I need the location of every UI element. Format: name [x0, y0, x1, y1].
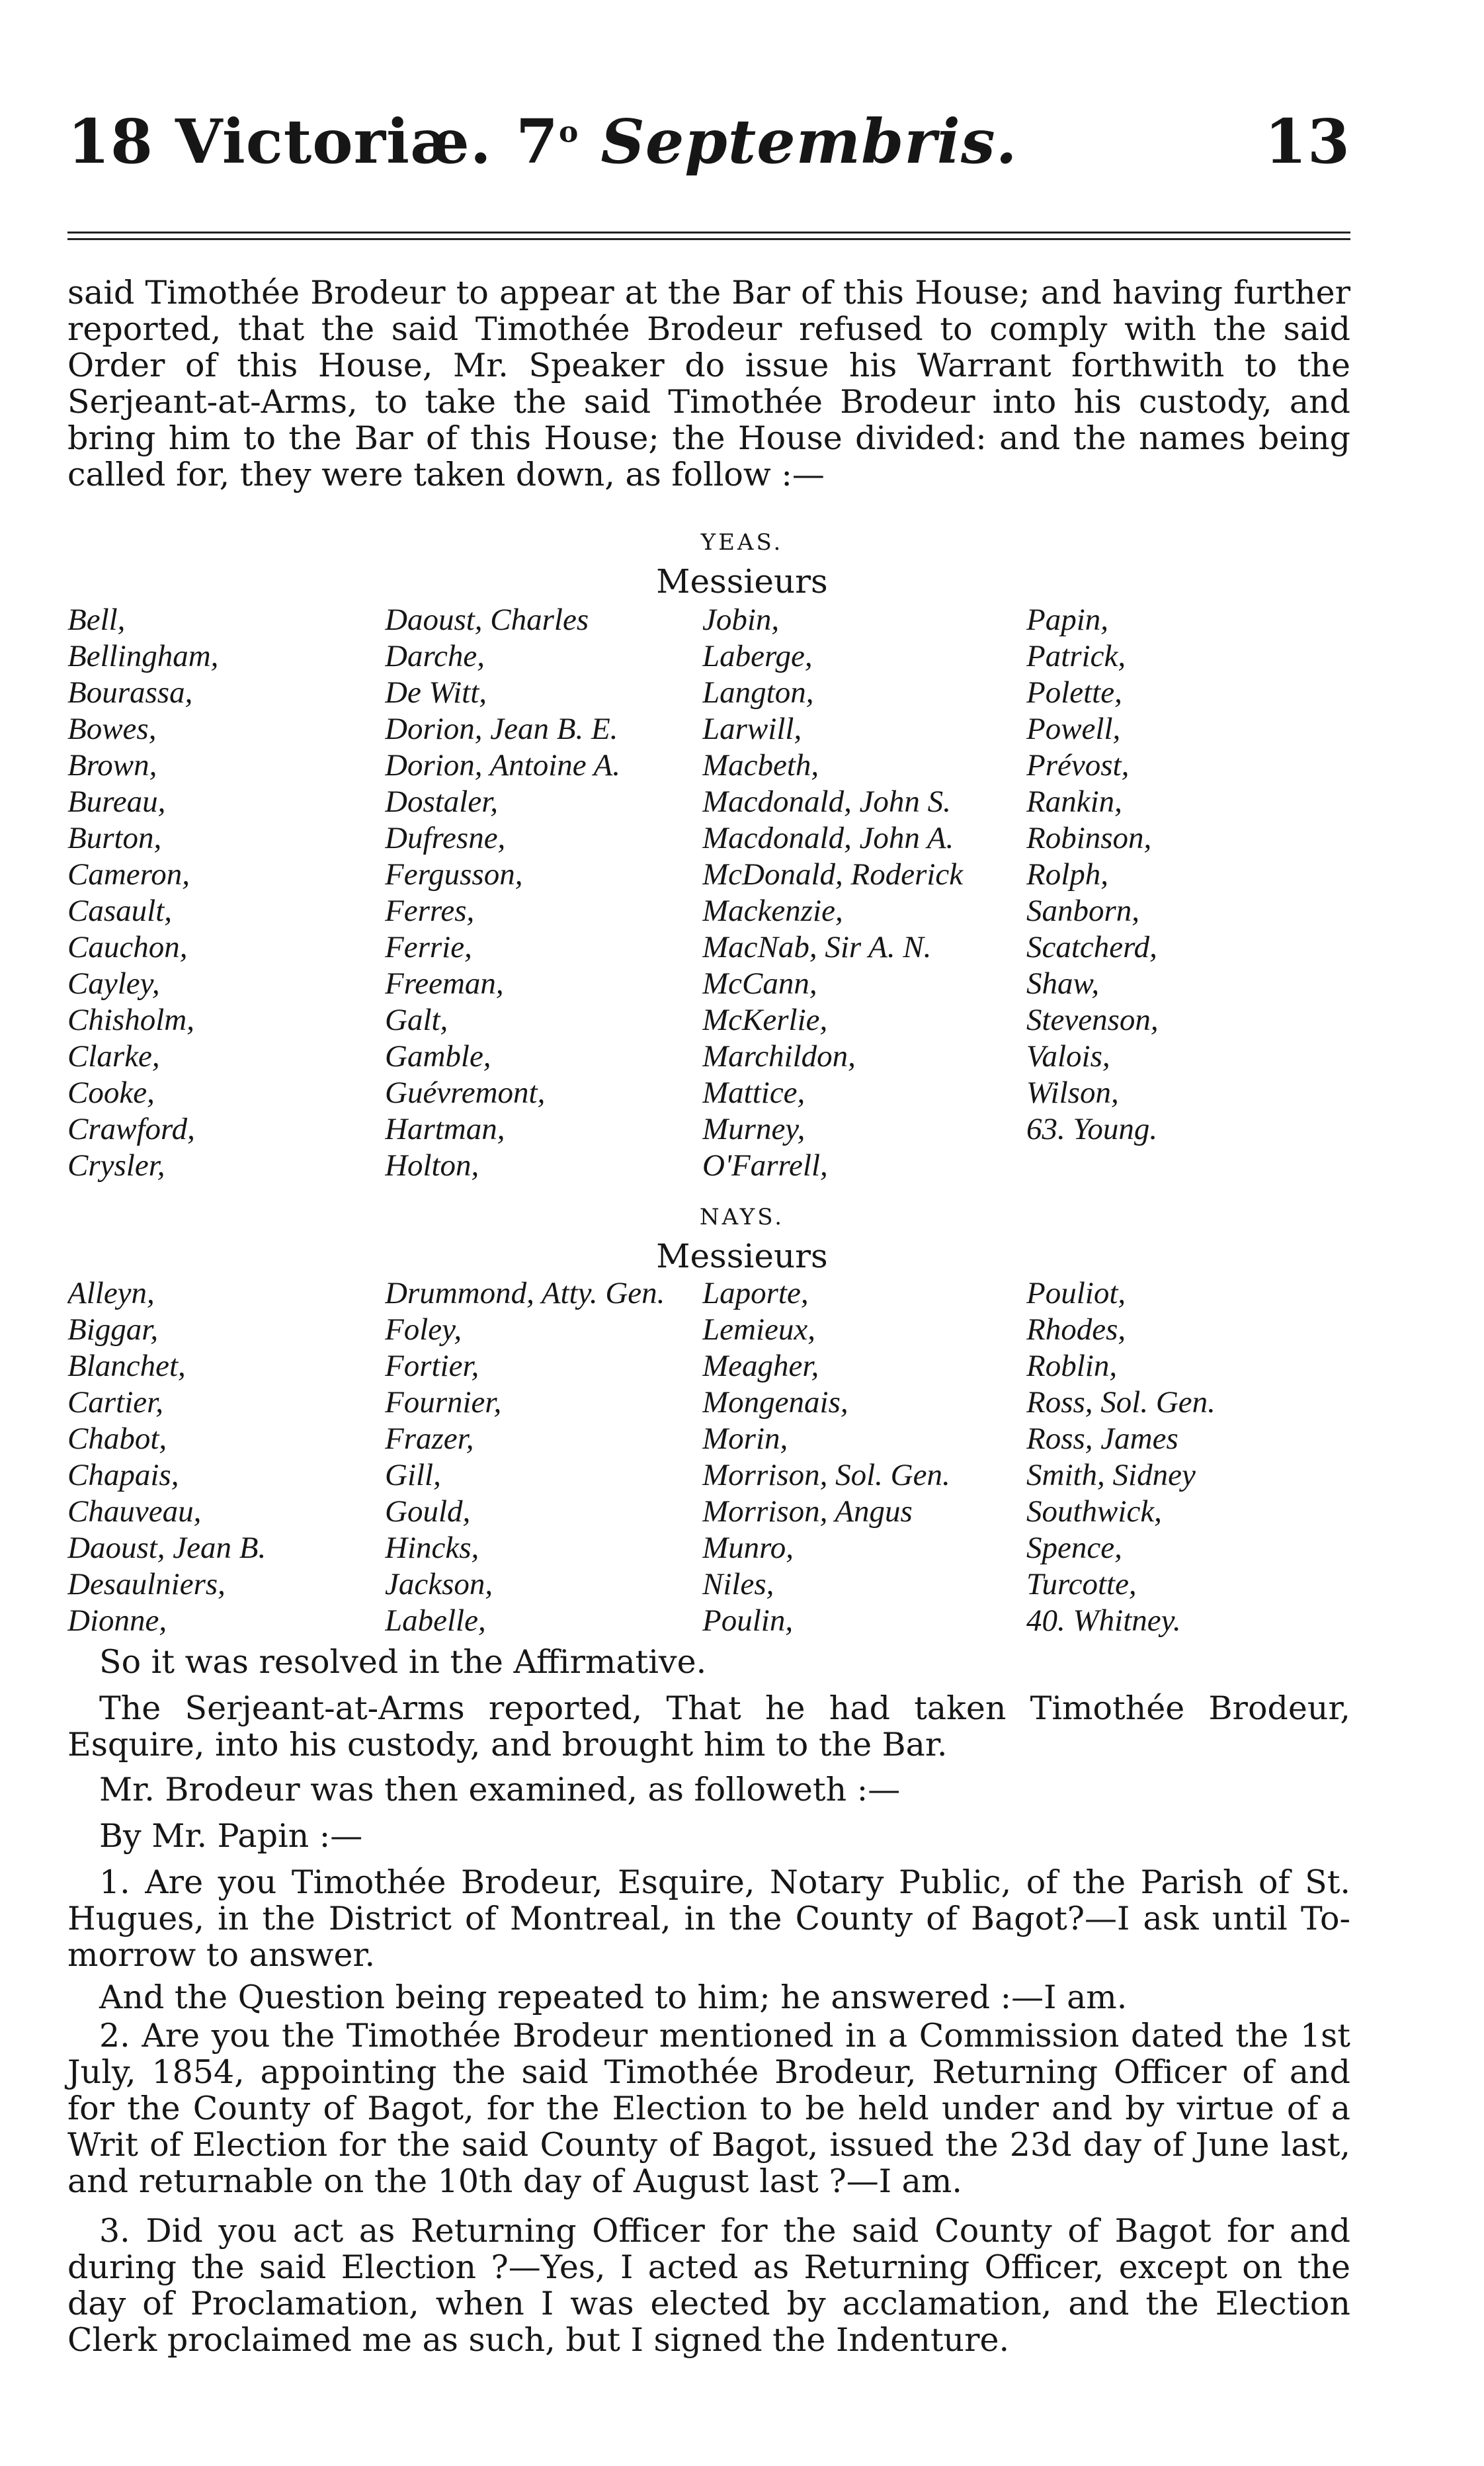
member-name: O'Farrell,	[702, 1148, 828, 1183]
member-name: Dorion, Antoine A.	[385, 748, 620, 783]
member-name: Sanborn,	[1026, 894, 1140, 928]
member-name: Macdonald, John A.	[702, 821, 954, 855]
member-name: Papin,	[1026, 603, 1109, 637]
member-name: Dufresne,	[385, 821, 506, 855]
member-name: Niles,	[702, 1567, 774, 1601]
paragraph-by-papin: By Mr. Papin :—	[99, 1817, 363, 1855]
member-name: Desaulniers,	[67, 1567, 226, 1601]
member-name: 63. Young.	[1026, 1112, 1158, 1146]
member-name: MacNab, Sir A. N.	[702, 930, 932, 964]
member-name: Dostaler,	[385, 785, 499, 819]
member-name: Biggar,	[67, 1312, 159, 1347]
member-name: Scatcherd,	[1026, 930, 1157, 964]
member-name: 40. Whitney.	[1026, 1603, 1181, 1638]
member-name: Freeman,	[385, 966, 504, 1001]
member-name: Dionne,	[67, 1603, 167, 1638]
yeas-name-list	[67, 602, 1350, 1184]
member-name: Fergusson,	[385, 857, 523, 892]
member-name: Burton,	[67, 821, 162, 855]
member-name: Valois,	[1026, 1039, 1110, 1074]
running-head-date	[516, 106, 1018, 177]
member-name: Crawford,	[67, 1112, 195, 1146]
member-name: Munro,	[702, 1531, 794, 1565]
member-name: Alleyn,	[67, 1276, 155, 1310]
member-name: Fortier,	[385, 1349, 479, 1383]
member-name: Mackenzie,	[702, 894, 843, 928]
member-name: Laberge,	[702, 639, 813, 673]
member-name: Casault,	[67, 894, 173, 928]
member-name: Foley,	[385, 1312, 462, 1347]
member-name: Clarke,	[67, 1039, 160, 1074]
member-name: Chisholm,	[67, 1003, 194, 1037]
member-name: Roblin,	[1026, 1349, 1118, 1383]
member-name: Bourassa,	[67, 675, 193, 710]
member-name: Spence,	[1026, 1531, 1122, 1565]
paragraph-examination: Mr. Brodeur was then examined, as followeth :—	[99, 1771, 901, 1808]
member-name: Cameron,	[67, 857, 190, 892]
answer-1: And the Question being repeated to him; he answered :—I am.	[99, 1978, 1128, 2016]
question-3: 3. Did you act as Returning Officer for the said County of Bagot for and during the said Election ?—Yes, I acted as Returning Officer, except on the day of Proclamation, when I was elected by acclamation, and the Election Clerk proclaimed me as such, but I signed the Indenture.	[67, 2212, 1350, 2359]
member-name: Gamble,	[385, 1039, 491, 1074]
member-name: Ferrie,	[385, 930, 472, 964]
member-name: McKerlie,	[702, 1003, 828, 1037]
member-name: Morin,	[702, 1422, 788, 1456]
header-rule-top	[67, 232, 1350, 234]
member-name: Cayley,	[67, 966, 160, 1001]
member-name: McDonald, Roderick	[702, 857, 964, 892]
member-name: Labelle,	[385, 1603, 486, 1638]
member-name: Dorion, Jean B. E.	[385, 712, 618, 746]
member-name: Langton,	[702, 675, 814, 710]
question-2: 2. Are you the Timothée Brodeur mentioned in a Commission dated the 1st July, 1854, appointing the said Timothée Brodeur, Returning Officer of and for the County of Bagot, for the Election to be held under and by virtue of a Writ of Election for the said County of Bagot, issued the 23d day of June last, and returnable on the 10th day of August last ?—I am.	[67, 2017, 1350, 2200]
page-number: 13	[1264, 106, 1350, 177]
member-name: Chauveau,	[67, 1494, 202, 1529]
nays-name-list	[67, 1275, 1350, 1639]
member-name: Holton,	[385, 1148, 479, 1183]
member-name: Meagher,	[702, 1349, 819, 1383]
member-name: Wilson,	[1026, 1076, 1119, 1110]
member-name: Larwill,	[702, 712, 802, 746]
member-name: Marchildon,	[702, 1039, 856, 1074]
member-name: Gill,	[385, 1458, 441, 1492]
member-name: Poulin,	[702, 1603, 794, 1638]
member-name: Smith, Sidney	[1026, 1458, 1196, 1492]
member-name: Southwick,	[1026, 1494, 1162, 1529]
date-day: 7	[516, 106, 559, 177]
member-name: Hincks,	[385, 1531, 479, 1565]
yeas-heading: YEAS.	[700, 529, 784, 556]
member-name: Rolph,	[1026, 857, 1109, 892]
member-name: Rankin,	[1026, 785, 1122, 819]
member-name	[1026, 1148, 1350, 1184]
member-name: De Witt,	[385, 675, 487, 710]
member-name: Ferres,	[385, 894, 475, 928]
member-name: Bell,	[67, 603, 126, 637]
member-name: Frazer,	[385, 1422, 474, 1456]
member-name: Macbeth,	[702, 748, 819, 783]
member-name: McCann,	[702, 966, 817, 1001]
member-name: Hartman,	[385, 1112, 505, 1146]
member-name: Galt,	[385, 1003, 448, 1037]
running-head-session: 18 Victoriæ.	[67, 106, 492, 177]
member-name: Ross, James	[1026, 1422, 1178, 1456]
member-name: Polette,	[1026, 675, 1122, 710]
member-name: Bowes,	[67, 712, 157, 746]
member-name: Crysler,	[67, 1148, 165, 1183]
member-name: Mongenais,	[702, 1385, 848, 1420]
member-name: Prévost,	[1026, 748, 1130, 783]
date-month: Septembris.	[600, 106, 1018, 177]
member-name: Gould,	[385, 1494, 471, 1529]
member-name: Cooke,	[67, 1076, 155, 1110]
resolution-line: So it was resolved in the Affirmative.	[99, 1643, 707, 1681]
member-name: Chapais,	[67, 1458, 179, 1492]
member-name: Bellingham,	[67, 639, 219, 673]
member-name: Cauchon,	[67, 930, 188, 964]
member-name: Murney,	[702, 1112, 805, 1146]
member-name: Pouliot,	[1026, 1276, 1126, 1310]
member-name: Daoust, Charles	[385, 603, 589, 637]
member-name: Shaw,	[1026, 966, 1100, 1001]
member-name: Guévremont,	[385, 1076, 546, 1110]
member-name: Chabot,	[67, 1422, 167, 1456]
member-name: Lemieux,	[702, 1312, 815, 1347]
nays-messieurs: Messieurs	[656, 1237, 828, 1275]
member-name: Jackson,	[385, 1567, 493, 1601]
member-name: Macdonald, John S.	[702, 785, 951, 819]
paragraph-division: said Timothée Brodeur to appear at the Bar of this House; and having further reported, that the said Timothée Brodeur refused to comply with the said Order of this House, Mr. Speaker do issue his Warrant forthwith to the Serjeant-at-Arms, to take the said Timothée Brodeur into his custody, and bring him to the Bar of this House; the House divided: and the names being called for, they were taken down, as follow :—	[67, 274, 1350, 493]
member-name: Morrison, Sol. Gen.	[702, 1458, 950, 1492]
member-name: Bureau,	[67, 785, 166, 819]
member-name: Rhodes,	[1026, 1312, 1126, 1347]
member-name: Morrison, Angus	[702, 1494, 913, 1529]
paragraph-serjeant-report: The Serjeant-at-Arms reported, That he had taken Timothée Brodeur, Esquire, into his custody, and brought him to the Bar.	[67, 1689, 1350, 1764]
member-name: Daoust, Jean B.	[67, 1531, 267, 1565]
member-name: Laporte,	[702, 1276, 809, 1310]
member-name: Drummond, Atty. Gen.	[385, 1276, 665, 1310]
member-name: Brown,	[67, 748, 157, 783]
member-name: Stevenson,	[1026, 1003, 1159, 1037]
member-name: Turcotte,	[1026, 1567, 1137, 1601]
member-name: Mattice,	[702, 1076, 805, 1110]
nays-heading: NAYS.	[699, 1204, 785, 1230]
member-name: Patrick,	[1026, 639, 1126, 673]
member-name: Jobin,	[702, 603, 780, 637]
member-name: Blanchet,	[67, 1349, 186, 1383]
member-name: Cartier,	[67, 1385, 163, 1420]
yeas-messieurs: Messieurs	[656, 562, 828, 601]
member-name: Fournier,	[385, 1385, 502, 1420]
member-name: Powell,	[1026, 712, 1121, 746]
member-name: Darche,	[385, 639, 485, 673]
header-rule-bottom	[67, 238, 1350, 240]
question-1: 1. Are you Timothée Brodeur, Esquire, Notary Public, of the Parish of St. Hugues, in the District of Montreal, in the County of Bagot?—I ask until To-morrow to answer.	[67, 1863, 1350, 1974]
member-name: Robinson,	[1026, 821, 1152, 855]
member-name: Ross, Sol. Gen.	[1026, 1385, 1216, 1420]
date-sup: o	[559, 115, 579, 149]
